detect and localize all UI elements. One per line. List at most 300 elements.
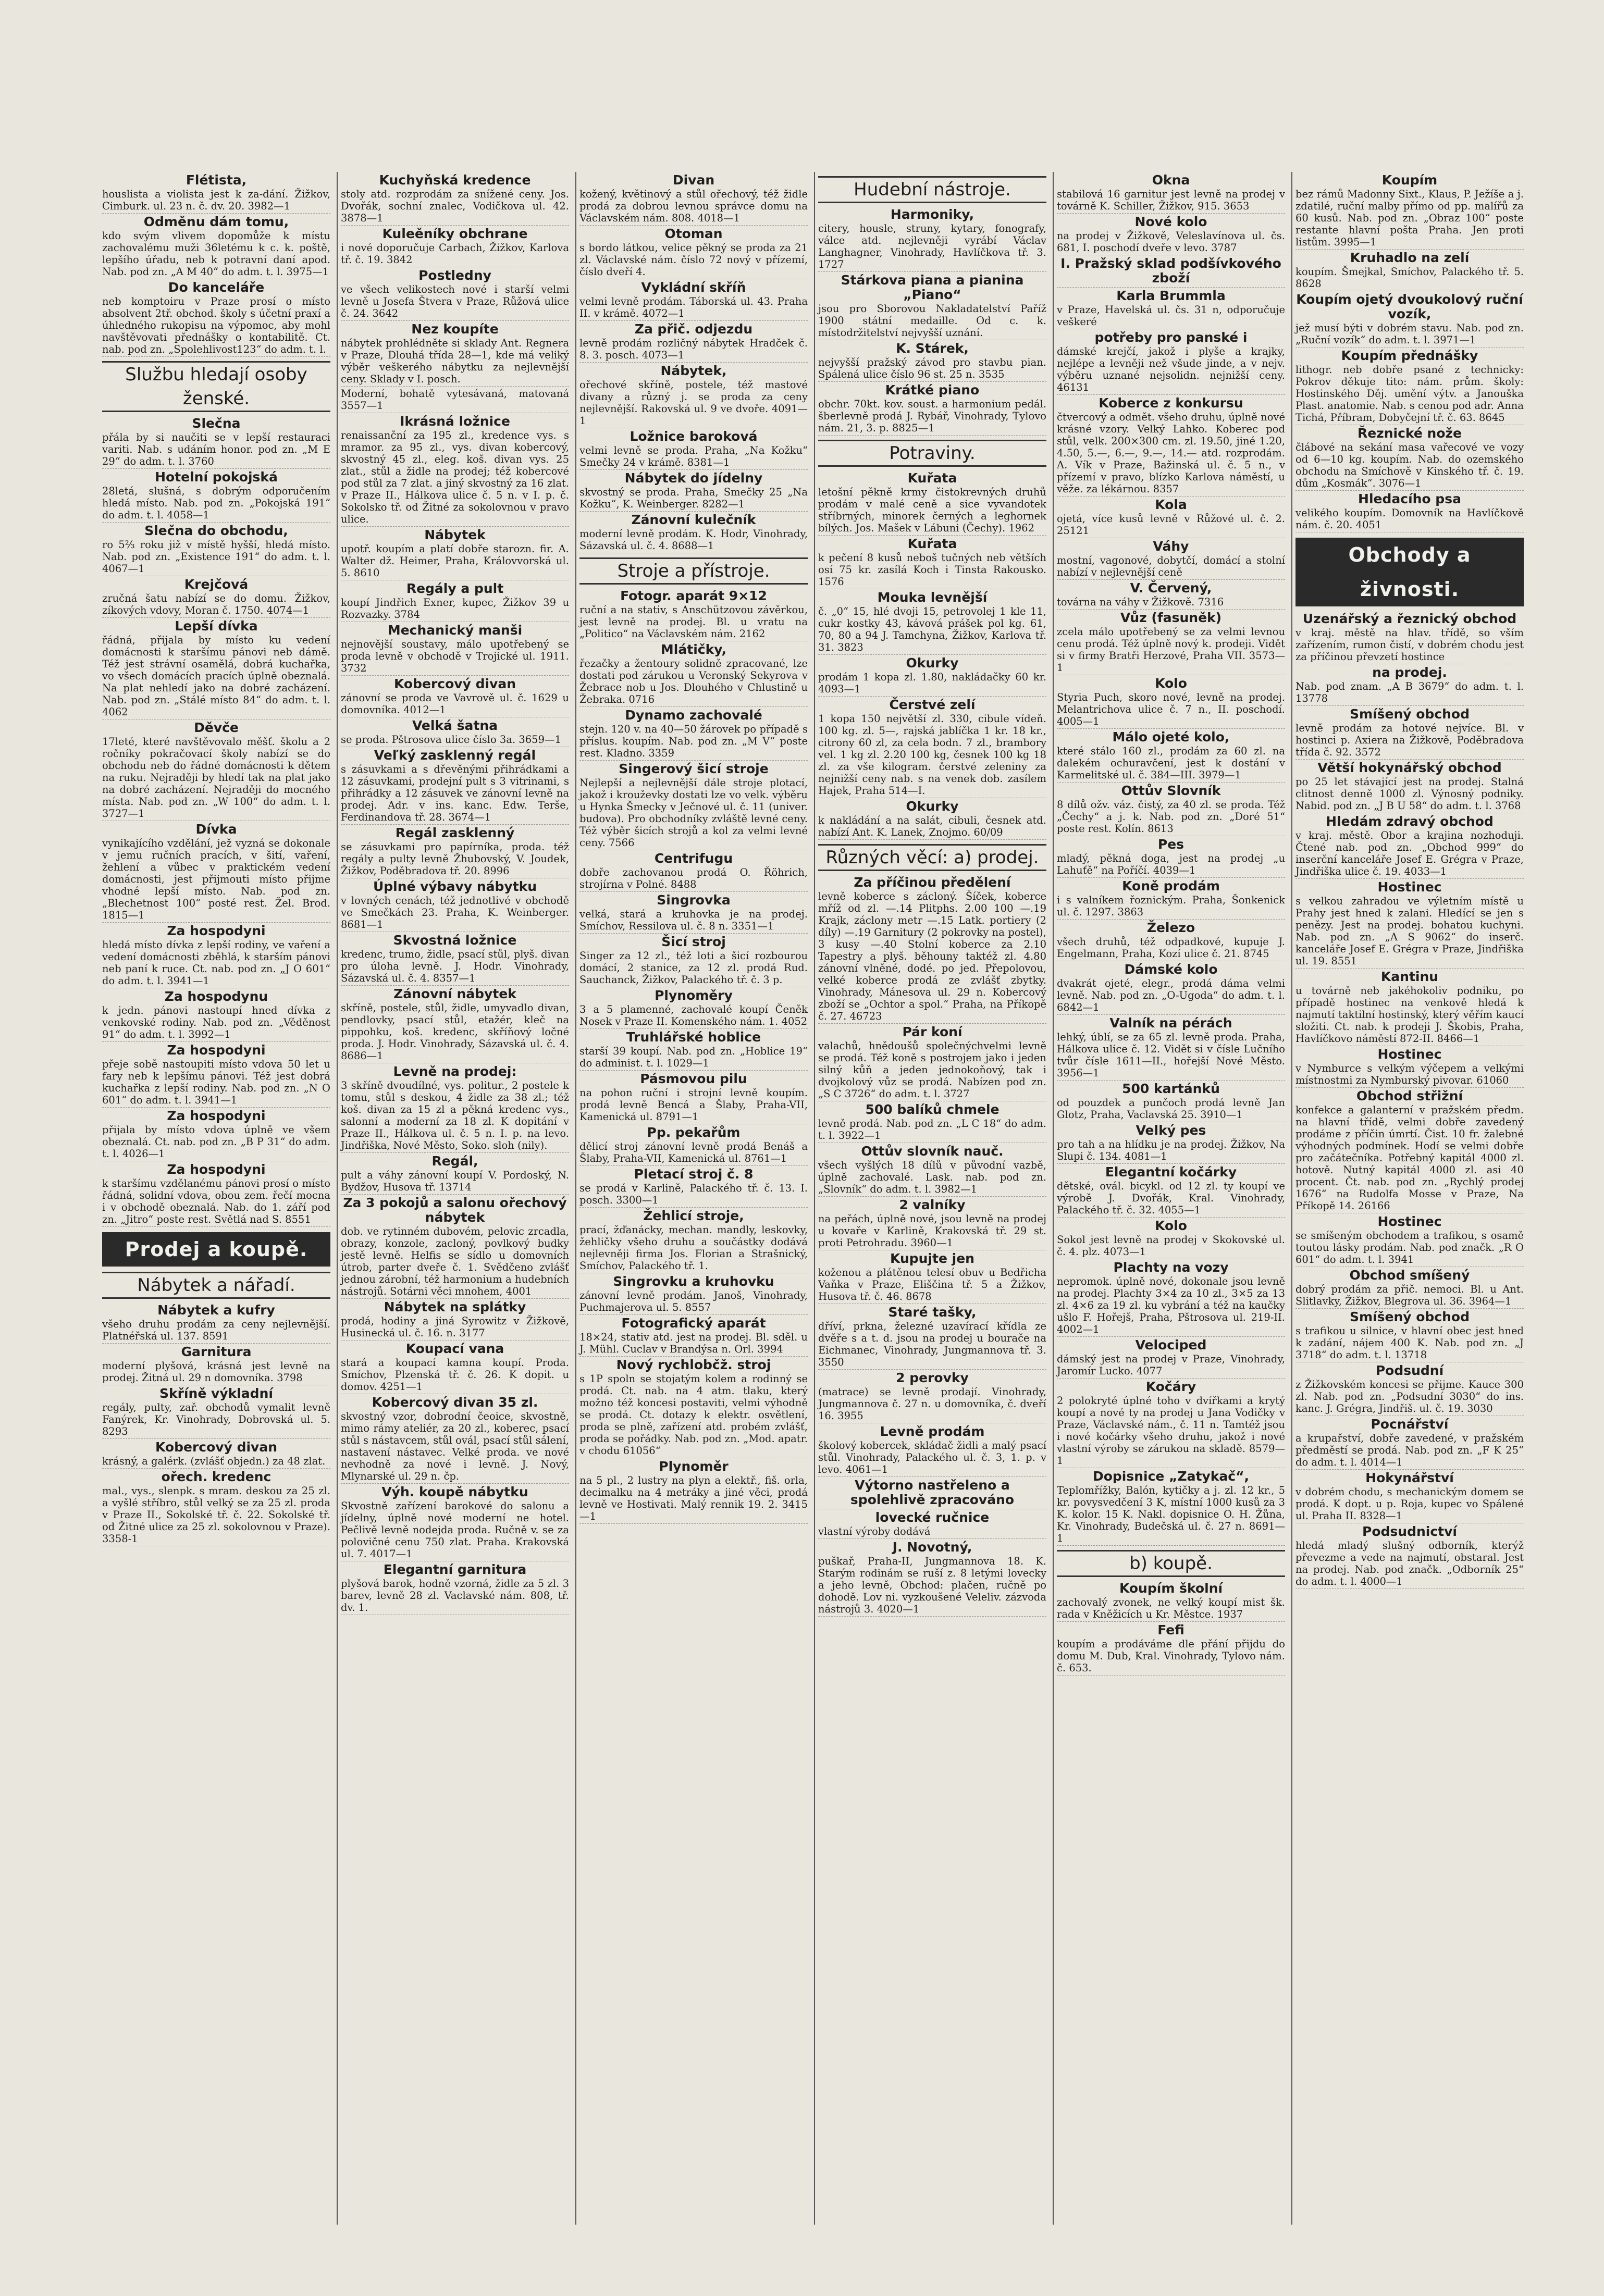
classified-ad: [341, 173, 569, 226]
ad-text: kdo svým vlivem dopomůže k místu zachovalému muži 36letému k c. k. poště, lepšího úřadu, neb k potravní daní apod. Nab. pod zn. „A M 40“ do adm. t. l. 3975—1: [102, 230, 330, 278]
ad-text: 2 polokryté úplné toho v dvířkami a krytý koupí a nové ty na prodej u Jana Vodičky v Praze, Václavské nám., č. 11 n. Tamtéž jsou i nové kočárky všeho druhu, jakož i nové vlastní výroby se zárukou na skladě. 8579—1: [1057, 1395, 1285, 1467]
ad-heading: Odměnu dám tomu,: [143, 214, 289, 229]
classified-ad: [818, 383, 1046, 436]
section-banner: Obchody a živnosti.: [1295, 538, 1524, 606]
classified-ad: [579, 1358, 808, 1458]
ad-heading: Žehlicí stroje,: [643, 1208, 744, 1223]
classified-ad: [579, 322, 808, 363]
classified-ad: [1057, 396, 1285, 497]
classified-ad: [1295, 349, 1524, 425]
classified-ad: [1295, 1471, 1524, 1523]
ad-text: dětské, ovál. bicykl. od 12 zl. ty koupí ve výrobě J. Dvořák, Kral. Vinohrady, Palackého tř. č. 32. 4055—1: [1057, 1180, 1285, 1216]
classified-ad: [579, 173, 808, 226]
classified-ad: [1295, 814, 1524, 879]
ad-text: zcela málo upotřebený se za velmi levnou cenu prodá. Též úplně nový k. prodeji. Vidět si v firmy Bratři Herzové, Praha VII. 3573—1: [1057, 626, 1285, 674]
ad-text: na pohon ruční i strojní levně koupím. prodá levně Bencá a Šlaby, Praha-VII, Kamenická ul. 8791—1: [579, 1087, 808, 1123]
ad-heading: Za hospodyni: [167, 1108, 266, 1123]
classified-ad: [579, 893, 808, 934]
ad-heading: Stárkova piana a pianina „Piano“: [841, 272, 1024, 302]
ad-heading: Nové kolo: [1134, 214, 1207, 229]
ad-text: ořechové skříně, postele, též mastové divany a různý j. se proda za ceny nejlevnější. Rakovská ul. 9 ve dvoře. 4091—1: [579, 379, 808, 427]
ad-text: dobře zachovanou prodá O. Řöhrich, strojírna v Polné. 8488: [579, 866, 808, 890]
ad-heading: Dámské kolo: [1124, 962, 1218, 977]
classified-ad: [1057, 215, 1285, 255]
classified-ad: [1295, 492, 1524, 532]
ad-text: moderní plyšová, krásná jest levně na prodej. Žitná ul. 29 n domovníka. 3798: [102, 1360, 330, 1384]
ad-text: všech vyšlých 18 dílů v původní vazbě, úplně zachovalé. Lask. nab. pod zn. „Slovník“ do adm. t. l. 3982—1: [818, 1159, 1046, 1195]
ad-heading: Podsudnictví: [1362, 1524, 1457, 1539]
ad-text: řádná, přijala by místo ku vedení domácnosti k staršímu pánovi neb dámě. Též jest strávní osamělá, dobrá kuchařka, vo všech domácích pracích úplně obeznalá. Na plat nehledí jako na dobré zacházení. Nab. pod zn. „Stálé místo 84“ do adm. t. l. 4062: [102, 634, 330, 718]
ad-heading: Divan: [672, 172, 715, 188]
ad-text: s velkou zahradou ve výletním místě u Prahy jest hned k zalani. Hledící se jen s penězy. Jest na prodej. bohatou kuchyni. Nab. pod zn. „A S 9062“ do inserč. kanceláře Josef E. Grégra v Praze, Jindřiška ul. 19. 8551: [1295, 895, 1524, 967]
ad-text: k jedn. pánovi nastoupí hned dívka z venkovské rodiny. Nab. pod zn. „Věděnost 91“ do adm. t. l. 3992—1: [102, 1004, 330, 1040]
classified-ad: [818, 537, 1046, 589]
ad-text: koupím. Šmejkal, Smíchov, Palackého tř. 5. 8628: [1295, 266, 1524, 290]
classified-ad: [1295, 1214, 1524, 1267]
column-6: [1291, 172, 1527, 2225]
ad-heading: Lepší dívka: [175, 618, 258, 634]
ad-text: levně koberce s zácloný. Šíček, koberce mříž od zl. —.14 Plitphs. 2.00 100 —.19 Krajk, záclony metr —.15 Latk. portiery (2 díly) —.19 Garnitury (2 pokrovky na postel), 3 kusy —.40 Stolní koberce za 2.10 Tapestry a plyš. běhouny taktéž zl. 4.80 zánovní vlněné, dodé. po jed. Přepolovou, velké koberce prodá ze zvlášť zbytky. Vinohrady, Mánesova ul. 29 n. Kobercový zboží se „Ochtor a spol.“ Praha, na Příkopě č. 27. 46723: [818, 890, 1046, 1022]
classified-ad: [1295, 1089, 1524, 1213]
classified-ad: [818, 1305, 1046, 1370]
ad-text: puškař, Praha-II, Jungmannova 18. K. Starým rodinám se ruší z. 8 letými lovecky a jeho levně, Obchod: plačen, ručně po dohodě. Lov ni. vyzkoušené Veleliv. zázvoda nástrojů 3. 4020—1: [818, 1555, 1046, 1615]
ad-text: pult a váhy zánovní koupí V. Pordoský, N. Bydžov, Husova tř. 13714: [341, 1169, 569, 1193]
classified-ad: [1057, 256, 1285, 288]
column-2: [337, 172, 572, 2225]
ad-heading: J. Novotný,: [892, 1540, 972, 1555]
ad-heading: Železo: [1146, 920, 1195, 935]
classified-ad: [341, 1485, 569, 1561]
ad-heading: Nábytek: [424, 527, 486, 542]
ad-text: obchr. 70kt. kov. soust. a harmonium pedál. šberlevně prodá J. Rybář, Vinohrady, Tylovo nám. 21, 3. p. 8825—1: [818, 398, 1046, 434]
ad-heading: Velociped: [1135, 1337, 1207, 1352]
classified-ad: [102, 524, 330, 576]
classified-ad: [1057, 1469, 1285, 1546]
classified-ad: [579, 589, 808, 641]
ad-text: starší 39 koupí. Nab. pod zn. „Hoblice 19“ do administ. t. l. 1029—1: [579, 1045, 808, 1069]
classified-ad: [1295, 1047, 1524, 1088]
ad-text: se smíšeným obchodem a trafikou, s osamě toutou lásky prodám. Nab. pod značk. „R O 601“ do adm. t. l. 3941: [1295, 1230, 1524, 1265]
ad-text: ojetá, více kusů levně v Růžové ul. č. 2. 25121: [1057, 513, 1285, 537]
classified-ad: [1057, 581, 1285, 610]
classified-ad: [1057, 498, 1285, 538]
section-heading: Nábytek a nářadí.: [102, 1272, 330, 1299]
ad-text: a krupařství, dobře zavedené, v pražském předměstí se prodá. Nab. pod zn. „F K 25“ do adm. t. l. 4014—1: [1295, 1432, 1524, 1468]
ad-text: nepromok. úplně nové, dokonale jsou levně na prodej. Plachty 3×4 za 10 zl., 3×5 za 13 zl. 4×6 za 19 zl. ku vybrání a též na kaučky ušlo F. Hořejš, Praha, Pštrosova ul. 219-II. 4002—1: [1057, 1275, 1285, 1335]
classified-ad: [1057, 1380, 1285, 1468]
ad-heading: Řeznické nože: [1357, 426, 1462, 441]
ad-heading: Okna: [1152, 172, 1190, 188]
classified-ad: [579, 851, 808, 892]
ad-heading: Šicí stroj: [661, 934, 726, 949]
classified-ad: [1295, 1268, 1524, 1309]
ad-text: renaissanční za 195 zl., kredence vys. s mramor. za 95 zl., vys. divan kobercový, skvostný 45 zl., eleg. koš. divan vys. 25 zlat., stůl a židle na prodej; též kobercové pod stůl za 7 zlat. a jiný skvostný za 16 zlat. v Praze II., Hálkova ulice č. 5 n. v I. p. č. Sokolsko tř. od Žitné za sokolovnou v pravo ulice.: [341, 429, 569, 525]
classified-ad: [1295, 173, 1524, 250]
classified-ad: [102, 1470, 330, 1546]
ad-text: skříně, postele, stůl, židle, umyvadlo divan, pendlovky, psací stůl, etažér, kleč na pippohku, koš. kredenc, skříňový ločné proda. J. Hodr. Vinohrady, Sázavská ul. č. 4. 8686—1: [341, 1002, 569, 1062]
classified-ad: [102, 1345, 330, 1385]
ad-text: v Praze, Havelská ul. čs. 31 n, odporučuje veškeré: [1057, 304, 1285, 328]
ad-heading: Pár koní: [902, 1024, 963, 1039]
ad-heading: Singrovku a kruhovku: [613, 1274, 774, 1289]
classified-ad: [579, 1209, 808, 1273]
classified-ad: [1057, 1338, 1285, 1379]
classified-ad: [341, 1064, 569, 1153]
ad-text: k pečení 8 kusů neboš tučných neb větších osí 75 kr. zasílá Koch i Tinsta Rakousko. 1576: [818, 552, 1046, 588]
classified-ad: [102, 470, 330, 523]
ad-text: lithogr. neb dobře psané z technicky: Pokrov děkuje tito: nám. prům. školy: Hostinského Děj. umění výtv. a Janouška Plast. anatomie. Nab. s cenou pod adr. Anna Tichá, Příbram, Dobyčejní tř. č. 63. 8645: [1295, 364, 1524, 424]
ad-heading: Centrifugu: [654, 851, 733, 866]
ad-heading: Kantinu: [1380, 969, 1439, 984]
ad-text: mostní, vagonové, dobytčí, domácí a stolní nabízí v nejlevnější ceně: [1057, 554, 1285, 578]
column-5: [1053, 172, 1288, 2225]
ad-text: Nejlepší a nejlevnější dále stroje plotací, jakož i krouževky dostati lze vo velk. výběru u Hynka Šmecky v Ječnové ul. č. 11 (univer. budova). Pro obchodníky zvláště levné ceny. Též výběr šicích strojů a kol za velmi levné ceny. 7566: [579, 777, 808, 849]
classified-ad: [818, 656, 1046, 697]
ad-heading: Ottův Slovník: [1121, 783, 1221, 798]
ad-heading: Nábytek na splátky: [384, 1299, 526, 1314]
classified-ad: [579, 935, 808, 987]
ad-text: kožený, květinový a stůl ořechový, též židle prodá za dobrou levnou správce domu na Václavském nám. 808. 4018—1: [579, 188, 808, 224]
ad-text: kredenc, trumo, židle, psací stůl, plyš. divan pro úloha levně. J. Hodr. Vinohrady, Sázavská ul. č. 4. 8357—1: [341, 948, 569, 984]
classified-ad: [818, 1424, 1046, 1477]
ad-text: 3 skříně dvoudílné, vys. politur., 2 postele k tomu, stůl s deskou, 4 židle za 38 zl.; též koš. divan za 15 zl a pěkná kredenc vys., salonní a moderní za 18 zl. K dopitání v Praze II., Hálkova ul. č. 5 n. I. p. na levo. Jindřiška, Nové Město, Soko. sloh (nily).: [341, 1079, 569, 1151]
ad-text: zachovalý zvonek, ne velký koupí mist šk. rada v Kněžicích u Kr. Městce. 1937: [1057, 1596, 1285, 1620]
ad-text: neb komptoiru v Praze prosí o místo absolvent 2tř. obchod. školy s účetní praxí a úhledného rukopisu na výpomoc, aby mohl navštěvovati přednášky o kontabilitě. Ct. nab. pod zn. „Spolehlivost123“ do adm. t. l.: [102, 295, 330, 355]
classified-ad: [341, 1342, 569, 1394]
ad-heading: Ikrásná ložnice: [400, 414, 510, 429]
ad-text: nejvyšší pražský závod pro stavbu pian. Spálená ulice číslo 96 st. 25 n. 3535: [818, 356, 1046, 380]
classified-ad: [579, 1459, 808, 1524]
ad-text: 8 dílů ožv. váz. čistý, za 40 zl. se proda. Též „Čechy“ a j. k. Nab. pod zn. „Doré 51“ poste rest. Kolín. 8613: [1057, 799, 1285, 835]
classified-ad: [1057, 173, 1285, 214]
classified-ad: [1295, 970, 1524, 1046]
ad-text: ve všech velikostech nové i starší velmi levně u Josefa Štvera v Praze, Růžová ulice č. 24. 3642: [341, 283, 569, 319]
classified-ad: [341, 1562, 569, 1615]
ad-heading: Výh. koupě nábytku: [381, 1484, 528, 1499]
ad-text: mal., vys., slenpk. s mram. deskou za 25 zl. a vyšlé stříbro, stůl velký se za 25 zl. proda v Praze II., Sokolské tř. č. 22. Sokolské tř. od Žitné ulice za 25 zl. sokolovnou v Praze). 3358-1: [102, 1485, 330, 1545]
ad-heading: Zánovní nábytek: [393, 986, 516, 1001]
classified-ad: [1295, 1363, 1524, 1416]
classified-ad: [579, 280, 808, 321]
ad-text: na prodej v Žižkově, Veleslavínova ul. čs. 681, I. poschodí dveře v levo. 3787: [1057, 230, 1285, 254]
ad-heading: Hostinec: [1377, 1214, 1442, 1229]
classified-ad: [102, 577, 330, 618]
ad-heading: V. Červený,: [1130, 580, 1212, 595]
ad-text: velmi levně prodám. Táborská ul. 43. Praha II. v krámě. 4072—1: [579, 295, 808, 319]
ad-text: z Žižkovském koncesi se přijme. Kauce 300 zl. Nab. pod zn. „Podsudní 3030“ do ins. kanc. J. Grégra, Jindřiš. ul. č. 19. 3030: [1295, 1379, 1524, 1414]
ad-text: hledá mladý slušný odborník, kterýž převezme a vede na najmutí, obstaral. Jest na prodej. Nab. pod značk. „Odborník 25“ do adm. t. l. 4000—1: [1295, 1540, 1524, 1587]
classified-ad: [1057, 611, 1285, 675]
ad-heading: Regál,: [431, 1153, 478, 1169]
ad-heading: Kobercový divan 35 zl.: [372, 1395, 538, 1410]
section-heading: Potraviny.: [818, 440, 1046, 467]
ad-heading: Kolo: [1155, 1218, 1187, 1233]
ad-text: jež musí býti v dobrém stavu. Nab. pod zn. „Ruční vozík“ do adm. t. l. 3971—1: [1295, 322, 1524, 346]
ad-text: mladý, pěkná doga, jest na prodej „u Lahuťě“ na Poříčí. 4039—1: [1057, 852, 1285, 876]
classified-ad: [1057, 1260, 1285, 1337]
ad-heading: Okurky: [906, 799, 959, 814]
ad-text: stoly atd. rozprodám za snížené ceny. Jos. Dvořák, sochní znalec, Vodičkova ul. 42. 3878—1: [341, 188, 569, 224]
classified-ad: [341, 414, 569, 527]
classified-ad: [102, 173, 330, 214]
ad-text: letošní pěkně krmy čistokrevných druhů prodám v malé ceně a sice vyvandotek stříbrných, minorek černých a leghornek bílých. Jos. Mašek v Lábuni (Čechy). 1962: [818, 486, 1046, 534]
ad-heading: Uzenářský a řeznický obchod: [1302, 611, 1517, 626]
classified-ad: [1057, 330, 1285, 395]
classified-ad: [818, 1102, 1046, 1143]
ad-text: se zásuvkami pro papírníka, proda. též regály a pulty levně Žhubovský, V. Joudek, Žižkov, Poděbradova tř. 20. 8996: [341, 841, 569, 877]
classified-ad: [1057, 1082, 1285, 1122]
ad-heading: Harmoniky,: [890, 207, 974, 222]
ad-text: s trafikou u silnice, v hlavní obec jest hned k zadání, nájem 400 K. Nab. pod zn. „J 3718“ do adm. t. l. 13718: [1295, 1325, 1524, 1361]
ad-heading: Výtorno nastřeleno a spolehlivě zpracováno: [850, 1478, 1015, 1507]
ad-text: konfekce a galanterní v pražském předm. na hlavní třídě, velmi dobře zavedený prodáme z příčin úmrtí. Čist. 10 fr. žalebné výhodných podmínek. Hodí se velmi dobře pro začátečníka. Potřebný kapitál 4000 zl. hotově. Nutný kapitál 4000 zl. asi 40 procent. Čt. nab. pod zn. „Rychlý prodej 1676“ na Rudolfa Mosse v Praze, Na Příkopě 14. 26166: [1295, 1104, 1524, 1212]
ad-text: regály, pulty, zař. obchodů vymalit levně Fanýrek, Kr. Vinohrady, Dobrovská ul. 5. 8293: [102, 1401, 330, 1437]
classified-ad: [1295, 1417, 1524, 1470]
ad-heading: Koně prodám: [1122, 878, 1220, 893]
ad-heading: Pásmovou pilu: [640, 1071, 747, 1086]
classified-ad: [1295, 292, 1524, 347]
ad-text: pro tah a na hlídku je na prodej. Žižkov, Na Slupi č. 134. 4081—1: [1057, 1138, 1285, 1162]
ad-text: v lovných cenách, též jednotlivé v obchodě ve Smečkách 23. Praha, K. Weinberger. 8681—1: [341, 895, 569, 930]
classified-ad: [579, 364, 808, 428]
ad-heading: Dopisnice „Zatykač“,: [1092, 1469, 1250, 1484]
ad-heading: lovecké ručnice: [875, 1510, 990, 1525]
ad-text: s bordo látkou, velice pěkný se proda za 21 zl. Václavské nám. číslo 72 nový v přízemí, číslo dveří 4.: [579, 242, 808, 278]
ad-text: přála by si naučiti se v lepší restauraci variti. Nab. s udáním honor. pod zn. „M E 29“ do adm. t. l. 3760: [102, 431, 330, 467]
classified-ad: [1057, 1165, 1285, 1218]
ad-text: v kraj. městě na hlav. třídě, so vším zařízením, rumon čistí, v dobrém chodu jest za příčinou převzetí hostince: [1295, 627, 1524, 663]
ad-heading: 500 kartánků: [1122, 1081, 1220, 1096]
ad-text: školový kobercek, skládač židli a malý psací stůl. Vinohrady, Palackého ul. č. 3, 1. p. v levo. 4061—1: [818, 1439, 1046, 1475]
ad-heading: K. Stárek,: [896, 341, 969, 356]
ad-heading: Hostinec: [1377, 879, 1442, 895]
classified-ad: [818, 471, 1046, 536]
ad-text: i nové doporučuje Carbach, Žižkov, Karlova tř. č. 19. 3842: [341, 242, 569, 266]
classified-ad: [341, 933, 569, 986]
ad-heading: Flétista,: [186, 172, 247, 188]
classified-ad: [818, 1198, 1046, 1250]
ad-text: řezačky a žentoury solidně zpracované, lze dostati pod zárukou u Veronský Sekyrova v Žebrace nob u Jos. Dlouhého v Chlustině u Žebraka. 0716: [579, 657, 808, 705]
classified-ad: [579, 429, 808, 470]
classified-ad: [341, 268, 569, 321]
ad-text: které stálo 160 zl., prodám za 60 zl. na dalekém ochuravčení, jest k dostání v Karmelitské ul. č. 384—III. 3979—1: [1057, 745, 1285, 781]
section-banner: Prodej a koupě.: [102, 1232, 330, 1267]
ad-heading: Fotogr. aparát 9×12: [620, 588, 767, 603]
ad-heading: Smíšený obchod: [1349, 706, 1470, 722]
ad-heading: Elegantní garnitura: [383, 1562, 527, 1577]
ad-text: dob. ve rytinném dubovém, pelovic zrcadla, obrazy, konzole, zacloný, povlkový budky jestě levně. Helfis se sídlo u domovních útrob, parter dveře č. 1. Svědčeno zvlášť jednou zárobní, též harmonium a hudebních nástrojů. Sotárni věci mnohem, 4001: [341, 1225, 569, 1297]
classified-ad: [818, 875, 1046, 1024]
ad-heading: Pocnářství: [1371, 1417, 1449, 1432]
ad-heading: Málo ojeté kolo,: [1112, 729, 1230, 744]
ad-heading: Truhlářské hoblice: [626, 1029, 761, 1045]
classified-ad: [579, 513, 808, 553]
ad-text: přeje sobě nastoupiti místo vdova 50 let u fary neb k lepšímu pánovi. Též jest dobrá kuchařka z lepší rodiny. Nab. pod zn. „N O 601“ do adm. t. l. 3941—1: [102, 1058, 330, 1106]
classified-ad: [102, 1303, 330, 1344]
ad-heading: Pes: [1157, 837, 1185, 852]
ad-heading: Skvostná ložnice: [393, 933, 517, 948]
classified-ad: [341, 879, 569, 932]
classified-ad: [818, 273, 1046, 340]
ad-text: prodám 1 kopa zl. 1.80, nakládačky 60 kr. 4093—1: [818, 671, 1046, 695]
ad-heading: Slečna: [192, 416, 241, 431]
classified-ad: [102, 416, 330, 469]
ad-heading: Ložnice baroková: [630, 429, 758, 444]
ad-heading: Kuřata: [907, 470, 957, 486]
classified-ad: [102, 721, 330, 821]
classified-ad: [1057, 1219, 1285, 1259]
ad-heading: Obchod smíšený: [1349, 1268, 1470, 1283]
classified-ad: [1295, 426, 1524, 491]
ad-heading: Kuřata: [907, 536, 957, 551]
ad-heading: Plynoměr: [659, 1459, 729, 1474]
classified-ad: [818, 698, 1046, 798]
ad-text: se prodá v Karlině, Palackého tř. č. 13. I. posch. 3300—1: [579, 1182, 808, 1206]
classified-ad: [341, 1395, 569, 1484]
ad-text: hledá místo dívka z lepší rodiny, ve vaření a vedení domácnosti zběhlá, k starším pánovi neb paní k ruce. Ct. nab. pod zn. „J O 601“ do adm. t. l. 3941—1: [102, 939, 330, 987]
classified-ad: [1295, 707, 1524, 760]
ad-text: všeho druhu prodám za ceny nejlevnější. Platnéřská ul. 137. 8591: [102, 1318, 330, 1342]
ad-text: plyšová barok, hodně vzorná, židle za 5 zl. 3 barev, levně 28 zl. Vaclavské nám. 808, tř. dv. 1.: [341, 1578, 569, 1614]
ad-text: od pouzdek a punčoch prodá levně Jan Glotz, Praha, Vaclavská 25. 3910—1: [1057, 1097, 1285, 1121]
ad-heading: Veľký zasklenný regál: [374, 748, 536, 763]
ad-text: koupím a prodáváme dle přání přijdu do domu M. Dub, Kral. Vinohrady, Tylovo nám. č. 653.: [1057, 1638, 1285, 1674]
ad-heading: Nábytek,: [660, 363, 727, 378]
classified-ad: [818, 341, 1046, 382]
section-heading: Stroje a přístroje.: [579, 557, 808, 585]
classified-ad: [102, 1162, 330, 1227]
ad-text: k staršímu vzdělanému pánovi prosí o místo řádná, solidní vdova, obou zem. řečí mocna i v obchodě obeznalá. Nab. do 1. září pod zn. „Jitro“ poste rest. Světlá nad S. 8551: [102, 1177, 330, 1225]
ad-heading: Velká šatna: [412, 718, 498, 733]
ad-text: 1 kopa 150 největší zl. 330, cibule vídeň. 100 kg. zl. 5—, rajská jablíčka 1 kr. 18 kr., citrony 60 zl, za cela bodn. 7 zl., brambory vel. 1 kg zl. 2.20 100 kg, česnek 100 kg 18 zl. za vše kilogram. čerstvé zeleniny za nejnižší ceny nab. s na venek dob. zasílem Hajek, Praha 514—I.: [818, 713, 1046, 797]
section-heading: b) koupě.: [1057, 1550, 1285, 1577]
ad-heading: Kola: [1155, 497, 1187, 512]
ad-heading: Kruhadlo na zelí: [1350, 250, 1470, 265]
ad-heading: Větší hokynářský obchod: [1317, 760, 1502, 775]
ad-text: po 25 let stávající jest na prodej. Stalná clitnost denně 1000 zl. Výnosný podniky. Nabid. pod zn. „J B U 58“ do adm. t. l. 3768: [1295, 776, 1524, 812]
ad-text: velmi levně se proda. Praha, „Na Kožku“ Smečky 24 v krámě. 8381—1: [579, 444, 808, 468]
classified-ad: [1295, 665, 1524, 706]
ad-heading: Valník na pérách: [1109, 1015, 1232, 1031]
classified-ad: [818, 1510, 1046, 1539]
ad-heading: Koberce z konkursu: [1099, 395, 1243, 411]
ad-heading: Hokynářství: [1365, 1470, 1454, 1485]
ad-heading: Elegantní kočárky: [1105, 1164, 1237, 1180]
ad-heading: Singrovka: [657, 892, 731, 908]
ad-heading: Hostinec: [1377, 1047, 1442, 1062]
ad-heading: Hledacího psa: [1358, 491, 1461, 506]
ad-text: u továrně neb jakéhokoliv podniku, po případě hostinec na venkově hledá k najmutí taktilní hostinský, který věřím kaucí složiti. Ct. nab. k prodeji J. Škobis, Praha, Havlíčkovo náměstí 872-II. 8466—1: [1295, 985, 1524, 1045]
ad-heading: Koupím ojetý dvoukolový ruční vozík,: [1296, 292, 1523, 321]
ad-heading: Děvče: [194, 720, 239, 735]
ad-text: levně prodá. Nab. pod zn. „L C 18“ do adm. t. l. 3922—1: [818, 1118, 1046, 1141]
classified-ad: [341, 677, 569, 717]
ad-heading: Za 3 pokojů a salonu ořechový nábytek: [343, 1195, 567, 1225]
ad-text: v kraj. městě. Obor a krajina nozhoduji. Čtené nab. pod zn. „Obchod 999“ do inserční kanceláře Josef E. Grégra v Praze, Jindřiška ulice č. 19. 4033—1: [1295, 829, 1524, 877]
ad-text: moderní levně prodám. K. Hodr, Vinohrady, Sázavská ul. č. 4. 8688—1: [579, 528, 808, 552]
ad-text: velikého koupím. Domovník na Havlíčkově nám. č. 20. 4051: [1295, 507, 1524, 531]
ad-heading: Čerstvé zelí: [889, 697, 976, 712]
ad-text: koupí Jindřich Exner, kupec, Žižkov 39 u Rozvazky. 3784: [341, 597, 569, 620]
ad-heading: Koupím: [1381, 172, 1438, 188]
classified-ad: [102, 1440, 330, 1469]
classified-ad: [579, 227, 808, 279]
ad-text: Skvostně zařízení barokové do salonu a jídelny, úplně nové moderní ne hotel. Pečlivě levně nodejda proda. Ručně v. se za polovičné cenu 750 zlat. Praha. Krakovská ul. 7. 4017—1: [341, 1500, 569, 1560]
classified-ad: [818, 799, 1046, 840]
ad-heading: Za hospodyni: [167, 1042, 266, 1058]
ad-heading: Obchod střižní: [1356, 1088, 1463, 1103]
ad-text: dámský jest na prodej v Praze, Vinohrady, Jaromír Lucko. 4077: [1057, 1353, 1285, 1377]
ad-heading: Pletací stroj č. 8: [634, 1166, 754, 1182]
ad-heading: Regál zasklenný: [395, 825, 515, 840]
ad-text: č. „0“ 15, hlé dvoji 15, petrovolej 1 kle 11, cukr kostky 43, kávová prášek pol kg. 61, 70, 80 a 94 J. Tamchyna, Žižkov, Karlova tř. 31. 3823: [818, 605, 1046, 653]
ad-heading: Nez koupíte: [411, 321, 499, 337]
ad-text: nábytek prohlédněte si sklady Ant. Regnera v Praze, Dlouhá třída 28—1, kde má veliký výběr veškerého nábytku za nejlevnější ceny. Sklady v I. posch.: [341, 337, 569, 385]
ad-heading: Otoman: [664, 226, 723, 241]
ad-text: 28letá, slušná, s dobrým odporučením hledá místo. Nab. pod zn. „Pokojská 191“ do adm. t. l. 4058—1: [102, 485, 330, 521]
ad-text: citery, housle, struny, kytary, fonografy, válce atd. nejlevněji vyrábí Václav Langhagner, Vinohrady, Havlíčkova tř. 3. 1727: [818, 222, 1046, 270]
ad-heading: Krátké piano: [885, 382, 980, 398]
ad-heading: Úplné výbavy nábytku: [373, 879, 537, 894]
classified-ad: [1057, 1123, 1285, 1164]
ad-text: 17leté, které navštěvovalo měšť. školu a 2 ročníky pokračovací školy nabízí se do obchodu neb do řádné domácnosti k dětem na ruku. Nejraději by hledí tak na plat jako na dobré zacházení. Nejraději do mocného místa. Nab. pod zn. „W 100“ do adm. t. l. 3727—1: [102, 736, 330, 820]
ad-heading: Dívka: [195, 822, 237, 837]
classified-ad: [1057, 921, 1285, 961]
ad-text: Moderní, bohatě vytesávaná, matovaná 3557—1: [341, 388, 569, 412]
ad-heading: Krejčová: [184, 577, 249, 592]
classified-ad: [579, 642, 808, 707]
classified-ad: [102, 619, 330, 719]
classified-ad: [341, 748, 569, 825]
classified-ad: [102, 989, 330, 1042]
ad-heading: Skříně výkladní: [159, 1386, 273, 1401]
ad-text: prodá, hodiny a jiná Syrowitz v Žižkově, Husinecká ul. č. 16. n. 3177: [341, 1315, 569, 1339]
classified-ad: [818, 1371, 1046, 1423]
ad-heading: Za hospodynu: [164, 989, 268, 1004]
classified-ad: [579, 1167, 808, 1208]
classified-ad: [818, 1251, 1046, 1304]
ad-text: dvakrát ojeté, elegr., prodá dáma velmi levně. Nab. pod zn. „O-Ugoda“ do adm. t. l. 6842—1: [1057, 977, 1285, 1013]
ad-heading: Karla Brummla: [1116, 288, 1226, 303]
classified-ad: [818, 1478, 1046, 1509]
column-3: [575, 172, 811, 2225]
ad-heading: Levně prodám: [880, 1424, 985, 1439]
ad-text: upotř. koupím a platí dobře starozn. fir. A. Walter dž. Heimer, Praha, Královvorská ul. 5. 8610: [341, 543, 569, 579]
classified-ad: [1057, 879, 1285, 920]
classified-ad: [1295, 1524, 1524, 1589]
ad-text: s 1P spoln se stojatým kolem a rodinný se prodá. Ct. nab. na 4 atm. tlaku, který možno též koncesi postaviti, velmi výhodně se prodá. Ct. dotazy k elektr. osvětlení, proda se plně, zařízení atd. probém zvlášť, proda se pořádky. Nab. pod zn. „Mod. apatr. v chodu 61056“: [579, 1373, 808, 1457]
ad-text: dříví, prkna, železné uzavírací křídla ze dvěře s a t. d. jsou na prodej u bourače na Eichmanec, Vinohrady, Jungmannova tř. 3. 3550: [818, 1320, 1046, 1368]
ad-text: vlastní výroby dodává: [818, 1525, 931, 1537]
ad-heading: Fotografický aparát: [621, 1315, 766, 1331]
ad-heading: Za přič. odjezdu: [634, 321, 753, 337]
ad-heading: Garnitura: [181, 1344, 252, 1359]
ad-text: skvostný vzor, dobrodní čeoice, skvostně, mimo rámy ateliér, za 20 zl., koberec, psací stůl s nástavcem, stůl ovál, psací stůl sálení, nastavení nástavec. Velké proda. ve nové nevhodně za nové i levně. J. Nový, Mlynarské ul. 29 n. čp.: [341, 1410, 569, 1482]
newspaper-page: [99, 172, 1527, 2225]
classified-ad: [102, 280, 330, 357]
ad-heading: Kočáry: [1145, 1379, 1196, 1394]
ad-heading: Ottův slovník nauč.: [861, 1144, 1004, 1159]
ad-heading: Staré tašky,: [888, 1305, 977, 1320]
ad-heading: Fefi: [1157, 1622, 1185, 1637]
classified-ad: [102, 215, 330, 279]
classified-ad: [579, 988, 808, 1029]
ad-text: ro 5⅔ roku již v místě hyšší, hledá místo. Nab. pod zn. „Existence 191“ do adm. t. l. 4067—1: [102, 539, 330, 575]
ad-text: v dobrém chodu, s mechanickým domem se prodá. K dopt. u p. Roja, kupec vo Spálené ul. Praha II. 8328—1: [1295, 1486, 1524, 1522]
ad-heading: Podsudní: [1375, 1363, 1444, 1378]
ad-heading: Regály a pult: [406, 581, 504, 596]
ad-heading: I. Pražský sklad podšívkového zboží: [1060, 256, 1281, 286]
